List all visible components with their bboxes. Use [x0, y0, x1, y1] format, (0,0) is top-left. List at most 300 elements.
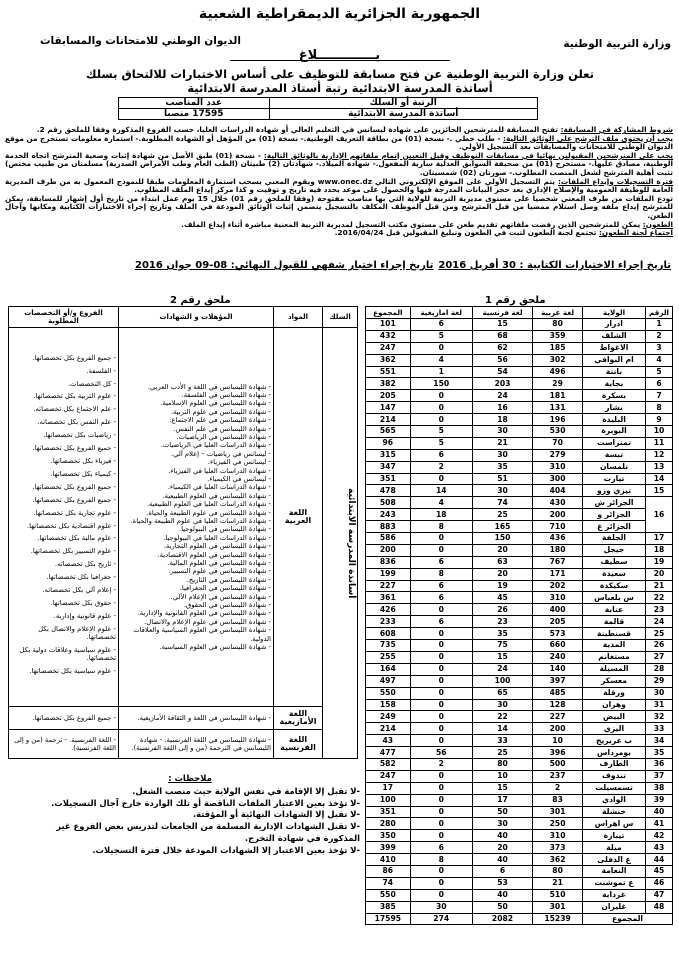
- qualification-item: - شهادة الدراسات العليا في الفيزياء.: [168, 466, 271, 475]
- qualification-item: - شهادة الدراسات العليا في الرياضيات.: [160, 441, 271, 450]
- annex1-cell: 0: [410, 533, 472, 545]
- note-item: -لا تقبل الشهادات الإدارية المسلمة من الجامعات لتدريس بعض الفروع غير المذكورة في شهادة التخرج.: [56, 821, 360, 843]
- annex1-cell: تندوف: [583, 770, 646, 782]
- annex2-subject-arabic: اللغة العربية: [274, 328, 323, 707]
- annex1-cell: 86: [366, 865, 411, 877]
- annex1-cell: 5: [646, 366, 673, 378]
- annex1-cell: 15: [472, 782, 532, 794]
- annex1-cell: 20: [472, 544, 532, 556]
- annex1-cell: 227: [533, 711, 583, 723]
- annex1-row: [366, 628, 673, 640]
- annex1-cell: 80: [472, 758, 532, 770]
- annex1-cell: 385: [366, 901, 411, 913]
- annex1-cell: 5: [410, 437, 472, 449]
- annex1-cell: 2: [410, 758, 472, 770]
- annex1-cell: 21: [472, 437, 532, 449]
- annex2-qualifications-arabic: [119, 328, 274, 707]
- annex1-cell: مستغانم: [583, 651, 646, 663]
- annex1-cell: 0: [410, 877, 472, 889]
- annex2-row-amazigh: [9, 707, 358, 730]
- annex1-cell: 10: [646, 426, 673, 438]
- annex1-cell: 40: [472, 854, 532, 866]
- annex1-cell: 8: [410, 854, 472, 866]
- qualification-item: - شهادة الليسانس في الإعلام الآلي.: [170, 592, 271, 601]
- annex1-cell: 710: [533, 521, 583, 533]
- annex1-col-french: لغة فرنسية: [472, 307, 532, 319]
- qualification-item: - شهادة الليسانس في اللغة و الأدب العربي.: [147, 382, 271, 391]
- announcement-title: بـــــــــــــلاغ: [298, 48, 381, 63]
- branch-item: - جميع الفروع بكل تخصصاتها.: [32, 482, 116, 491]
- annex1-cell: تلمسان: [583, 461, 646, 473]
- annex1-cell: 550: [366, 687, 411, 699]
- annex1-cell: 6: [472, 865, 532, 877]
- annex1-row: [366, 770, 673, 782]
- branch-item: - الفلسفة.: [86, 366, 116, 375]
- summary-posts-header: عدد المناصب: [119, 98, 270, 109]
- qualification-item: - شهادة الليسانس في علوم الإعلام والاتصال.: [144, 617, 271, 626]
- qualification-item: - شهادة الليسانس في علم النفس.: [173, 424, 271, 433]
- qualification-item: - ليسانس في الفيزياء.: [207, 458, 271, 467]
- branch-item: - جغرافيا بكل تخصصاتها.: [46, 573, 116, 582]
- annex1-cell: 240: [533, 651, 583, 663]
- branch-item: - تاريخ بكل تخصصاته.: [54, 560, 116, 569]
- annex1-cell: 25: [472, 747, 532, 759]
- annex1-cell: 0: [410, 699, 472, 711]
- annex1-cell: المدية: [583, 640, 646, 652]
- annex1-cell: الطارف: [583, 758, 646, 770]
- annex1-cell: 247: [366, 770, 411, 782]
- annex1-cell: 310: [533, 592, 583, 604]
- annex1-cell: 565: [366, 426, 411, 438]
- annex1-cell: 0: [410, 675, 472, 687]
- annex1-cell: 33: [472, 735, 532, 747]
- annex1-cell: 171: [533, 568, 583, 580]
- qualification-item: - شهادة الليسانس في علوم التسيير.: [168, 567, 271, 576]
- annex1-row: [366, 378, 673, 390]
- annex1-cell: ميلة: [583, 842, 646, 854]
- annex1-cell: 31: [646, 699, 673, 711]
- annex1-cell: 9: [646, 414, 673, 426]
- annex1-cell: 16: [646, 497, 673, 533]
- annex1-row: [366, 901, 673, 913]
- annex1-row: [366, 366, 673, 378]
- annex1-cell: 42: [646, 830, 673, 842]
- annex1-cell: 362: [366, 354, 411, 366]
- annex1-cell: 227: [366, 580, 411, 592]
- annex1-cell: 4: [410, 497, 472, 509]
- annex1-cell: الشلف: [583, 330, 646, 342]
- annex1-row: [366, 390, 673, 402]
- annex1-cell: 608: [366, 628, 411, 640]
- annex1-row: [366, 747, 673, 759]
- annex1-cell: البويرة: [583, 426, 646, 438]
- annex1-cell: الجلفة: [583, 533, 646, 545]
- annex1-cell: 164: [366, 663, 411, 675]
- annex1-cell: 35: [472, 461, 532, 473]
- annex1-cell: 660: [533, 640, 583, 652]
- annex1-row: [366, 473, 673, 485]
- annex1-cell: 147: [366, 402, 411, 414]
- annex1-total-cell: 274: [410, 913, 472, 925]
- annex1-cell: النعامة: [583, 865, 646, 877]
- annex1-cell: 30: [472, 818, 532, 830]
- annex1-cell: 51: [472, 473, 532, 485]
- annex1-cell: 6: [646, 378, 673, 390]
- annex1-cell: ادرار: [583, 319, 646, 331]
- annex1-cell: 0: [410, 604, 472, 616]
- annex1-cell: 48: [646, 901, 673, 913]
- annex1-cell: الوادي: [583, 794, 646, 806]
- branch-item: - علوم تجارية بكل تخصصاتها.: [33, 508, 116, 517]
- branch-item: - كيمياء بكل تخصصاتها.: [50, 469, 116, 478]
- annex1-cell: 497: [366, 675, 411, 687]
- annex1-row: [366, 782, 673, 794]
- annex1-cell: 410: [366, 854, 411, 866]
- annex1-cell: 30: [472, 426, 532, 438]
- annex1-col-total: المجموع: [366, 307, 411, 319]
- annex1-row: [366, 794, 673, 806]
- annex1-cell: 0: [410, 782, 472, 794]
- annex1-cell: 255: [366, 651, 411, 663]
- headline-line1: تعلن وزارة التربية الوطنية عن فتح مسابقة للتوظيف على أساس الاختبارات للالتحاق بسلك: [86, 67, 594, 81]
- annex1-cell: 196: [533, 414, 583, 426]
- annex1-cell: 40: [646, 806, 673, 818]
- annex1-cell: 530: [533, 426, 583, 438]
- annex1-cell: 0: [410, 711, 472, 723]
- branch-item: - علوم التربية بكل تخصصاتها.: [33, 392, 116, 401]
- qualification-item: - شهادة الليسانس في علم الاجتماع.: [169, 416, 271, 425]
- annex1-cell: باتنة: [583, 366, 646, 378]
- branch-item: - علم النفس بكل تخصصاته.: [37, 418, 116, 427]
- annex1-cell: 74: [366, 877, 411, 889]
- annex1-cell: البليدة: [583, 414, 646, 426]
- annex1-cell: 63: [472, 556, 532, 568]
- annex2-col-branches: الفروع و/أو التخصصات المطلوبة: [9, 307, 119, 328]
- annex1-row: [366, 485, 673, 497]
- annex1-cell: سطيف: [583, 556, 646, 568]
- annex1-cell: قسنطينة: [583, 628, 646, 640]
- annex1-row: [366, 616, 673, 628]
- annex1-cell: 30: [472, 699, 532, 711]
- appeals-label: الطعون:: [642, 219, 673, 229]
- annex1-cell: ع الدفلى: [583, 854, 646, 866]
- annex1-row: [366, 402, 673, 414]
- annex1-cell: 396: [533, 747, 583, 759]
- annex1-cell: 300: [533, 473, 583, 485]
- annex1-cell: 30: [472, 449, 532, 461]
- annex1-cell: 1: [646, 319, 673, 331]
- annex1-cell: 0: [410, 544, 472, 556]
- annex1-cell: 75: [472, 640, 532, 652]
- note-item: -لا تؤخذ بعين الاعتبار الملفات الناقصة أو تلك الواردة خارج آجال التسجيلات.: [51, 797, 360, 808]
- annex1-cell: وهران: [583, 699, 646, 711]
- note-item: -لا تقبل إلا الإقامة في نفس الولاية حيث منصب الشغل.: [132, 785, 360, 796]
- annex1-cell: 13: [646, 461, 673, 473]
- annex1-row: [366, 699, 673, 711]
- annex1-cell: 351: [366, 473, 411, 485]
- annex1-total-cell: 17595: [366, 913, 411, 925]
- conditions-text: [5, 126, 673, 238]
- annex1-row: [366, 604, 673, 616]
- annex1-cell: ورقلة: [583, 687, 646, 699]
- summary-table: [118, 97, 538, 120]
- annex1-cell: الجزائر ش: [583, 497, 646, 509]
- annex1-cell: 399: [366, 842, 411, 854]
- annex1-cell: تسمسيلت: [583, 782, 646, 794]
- annex1-cell: قالمة: [583, 616, 646, 628]
- annex1-cell: 8: [410, 521, 472, 533]
- annex1-row: [366, 449, 673, 461]
- annex1-row: [366, 592, 673, 604]
- annex1-cell: 233: [366, 616, 411, 628]
- annex1-cell: جيجل: [583, 544, 646, 556]
- annex1-cell: 18: [472, 414, 532, 426]
- deposit-body: تودع الملفات من طرف المعني شخصيا على مستوى مديرية التربية للولاية التي بها مناصب مفتوحة (وفقا للملحق رقم 01) خلال 15 يوم عمل ابتداء من تاريخ أول إشهار للمسابقة، يمكن للمترشح إيداع ملفه وصل استلام ممضيا من قبل المترشح ومن قبل الموظف المكلف بالتسجيل يتضمن إثبات الوثائق المودعة في الملف وتاريخ إجراء الاختبارات الكتابية ومكانها وآجال الطعن.: [5, 193, 673, 220]
- annex1-total-cell: 2082: [472, 913, 532, 925]
- annex1-cell: 2: [533, 782, 583, 794]
- annex1-cell: 214: [366, 414, 411, 426]
- annex1-row: [366, 818, 673, 830]
- qualification-item: - شهادة الليسانس في العلوم الطبيعية.: [162, 491, 271, 500]
- annex1-cell: 0: [410, 687, 472, 699]
- annex1-cell: تيبازة: [583, 830, 646, 842]
- annex2-header-row: [9, 307, 358, 328]
- annex1-cell: 34: [646, 735, 673, 747]
- summary-grade-header: الرتبة أو السلك: [269, 98, 538, 109]
- qualification-item: - شهادة الليسانس في الفلسفة.: [181, 390, 271, 399]
- annex1-cell: 6: [410, 556, 472, 568]
- annex1-row: [366, 711, 673, 723]
- annex1-row: [366, 461, 673, 473]
- annex1-cell: 4: [410, 354, 472, 366]
- annex1-cell: 20: [472, 842, 532, 854]
- annex1-cell: 203: [472, 378, 532, 390]
- registration-label: فترة التسجيلات وإيداع الملفات:: [557, 176, 674, 186]
- annex1-cell: 0: [410, 414, 472, 426]
- annex1-cell: 0: [410, 723, 472, 735]
- annex1-cell: س بلعباس: [583, 592, 646, 604]
- annex2-row-french: [9, 730, 358, 759]
- qualification-item: - شهادة الليسانس في العلوم الاقتصادية.: [157, 550, 271, 559]
- annex1-cell: 883: [366, 521, 411, 533]
- annex1-cell: 33: [646, 723, 673, 735]
- annex1-cell: 56: [472, 354, 532, 366]
- annex1-cell: 6: [410, 592, 472, 604]
- annex1-row: [366, 509, 673, 521]
- annex2-branches-arabic: [9, 328, 119, 707]
- annex1-cell: 0: [410, 806, 472, 818]
- annex1-cell: 0: [410, 342, 472, 354]
- annex1-cell: 50: [472, 901, 532, 913]
- annex1-cell: 17: [646, 533, 673, 545]
- annex1-cell: 6: [410, 580, 472, 592]
- annex1-cell: 767: [533, 556, 583, 568]
- annex1-row: [366, 580, 673, 592]
- qualification-item: - شهادة الليسانس في البيولوجيا.: [178, 525, 271, 534]
- annex1-cell: 301: [533, 806, 583, 818]
- annex1-cell: 0: [410, 889, 472, 901]
- annex1-cell: 27: [646, 651, 673, 663]
- annex1-cell: 249: [366, 711, 411, 723]
- annex2-row-arabic: [9, 328, 358, 707]
- branch-item: - جميع الفروع بكل تخصصاتها.: [32, 495, 116, 504]
- annex1-cell: 436: [533, 533, 583, 545]
- final-docs-body: - نسخة (01) طبق الأصل من شهادة إثبات وضعية المترشح اتجاه الخدمة الوطنية، مصادق عليها.- مستخرج (01) من صحيفة السوابق العدلية سارية المفعول.- شهادة الميلاد.- شهادتان (2) طبيتان (الطب العام وطب الأمراض الصدرية) مسلمتان من طبيب مختص) تثبت أهلية المترشح لشغل المنصب المطلوب.- صورتان (02) شمسيتان.: [5, 150, 673, 177]
- annex1-cell: 8: [646, 402, 673, 414]
- annex1-cell: 250: [533, 818, 583, 830]
- annex1-cell: 1: [410, 366, 472, 378]
- annex1-header-row: [366, 307, 673, 319]
- annex1-cell: 0: [410, 663, 472, 675]
- annex1-cell: 43: [646, 842, 673, 854]
- annex1-cell: 158: [366, 699, 411, 711]
- note-item: -لا تؤخذ بعين الاعتبار إلا الشهادات المودعة خلال فترة التسجيلات.: [92, 844, 360, 855]
- branch-item: - حقوق بكل تخصصاتها.: [50, 598, 116, 607]
- annex1-cell: 24: [472, 663, 532, 675]
- qualification-item: - شهادة الليسانس في العلوم السياسية.: [159, 643, 271, 652]
- annex1-cell: 45: [472, 592, 532, 604]
- annex1-cell: 404: [533, 485, 583, 497]
- annex1-cell: تيزي وزو: [583, 485, 646, 497]
- annex1-cell: 17: [366, 782, 411, 794]
- annex1-cell: 0: [410, 473, 472, 485]
- annex1-cell: 426: [366, 604, 411, 616]
- annex1-cell: عنابة: [583, 604, 646, 616]
- annex1-cell: البيض: [583, 711, 646, 723]
- annex1-cell: 128: [533, 699, 583, 711]
- annex1-cell: 351: [366, 806, 411, 818]
- annex1-cell: 199: [366, 568, 411, 580]
- annex1-cell: 14: [646, 473, 673, 485]
- annex2-col-qualifications: المؤهلات و الشهادات: [119, 307, 274, 328]
- annex1-cell: 83: [533, 794, 583, 806]
- annex1-cell: 185: [533, 342, 583, 354]
- annex2-corps-cell: [323, 328, 358, 759]
- annex2-qualification-amazigh: - شهادة الليسانس في اللغة و الثقافة الأمازيغية.: [119, 707, 274, 730]
- annex1-total-cell: 15239: [533, 913, 583, 925]
- annex1-cell: 96: [366, 437, 411, 449]
- annex1-row: [366, 675, 673, 687]
- annex2-qualification-french: - شهادة الليسانس في اللغة الفرنسية. - شهادة الليسانس في الترجمة (من و إلى اللغة الفرنسية).: [119, 730, 274, 759]
- annex1-col-amazigh: لغة امازيغية: [410, 307, 472, 319]
- conditions-body: تفتح المسابقة للمترشحين الحائزين على شهادة ليسانس في التعليم العالي أو شهادة الدراسات العليا، حسب الفروع المذكورة وفقا للملحق رقم 2.: [36, 125, 559, 134]
- annex1-cell: 4: [646, 354, 673, 366]
- annex1-cell: 14: [472, 723, 532, 735]
- annex1-cell: 80: [533, 865, 583, 877]
- annex1-cell: 202: [533, 580, 583, 592]
- annex1-cell: تبسة: [583, 449, 646, 461]
- annex1-cell: 6: [410, 842, 472, 854]
- written-exam-date: تاريخ إجراء الاختبارات الكتابية : 30 أفريل 2016: [438, 260, 671, 271]
- annex1-cell: 496: [533, 366, 583, 378]
- annex2-branch-french: - اللغة الفرنسية. - ترجمة (من و إلى اللغة الفرنسية).: [9, 730, 119, 759]
- branch-item: - علم الاجتماع بكل تخصصاته.: [33, 405, 116, 414]
- annex1-row: [366, 640, 673, 652]
- annex1-cell: 432: [366, 330, 411, 342]
- annex1-row: [366, 806, 673, 818]
- annex1-cell: 30: [410, 901, 472, 913]
- annex1-cell: 302: [533, 354, 583, 366]
- annex1-cell: 22: [646, 592, 673, 604]
- qualification-item: - شهادة الليسانس في الرياضيات.: [176, 432, 271, 441]
- qualification-item: - شهادة الليسانس في العلوم التجارية.: [163, 542, 271, 551]
- annex1-row: [366, 687, 673, 699]
- annex2-subject-amazigh: اللغة الأمازيغية: [274, 707, 323, 730]
- qualification-item: - شهادة الليسانس في العلوم المالية.: [167, 559, 271, 568]
- ministry-name: وزارة التربية الوطنية: [563, 38, 671, 50]
- annex1-cell: 359: [533, 330, 583, 342]
- annex1-total-label: المجموع: [583, 913, 673, 925]
- annex1-cell: 397: [533, 675, 583, 687]
- annex1-cell: 17: [472, 794, 532, 806]
- annex1-cell: 3: [646, 342, 673, 354]
- annex1-cell: معسكر: [583, 675, 646, 687]
- annex1-total-row: [366, 913, 673, 925]
- annex1-cell: تيارت: [583, 473, 646, 485]
- annex1-cell: 0: [410, 794, 472, 806]
- annex1-cell: 101: [366, 319, 411, 331]
- annex1-row: [366, 651, 673, 663]
- annex1-cell: ام البواقي: [583, 354, 646, 366]
- annex1-cell: 12: [646, 449, 673, 461]
- annex1-cell: 26: [472, 604, 532, 616]
- annex1-col-num: الرقم: [646, 307, 673, 319]
- annex1-row: [366, 544, 673, 556]
- annex1-row: [366, 735, 673, 747]
- annex1-cell: 47: [646, 889, 673, 901]
- office-name: الديوان الوطني للامتحانات والمسابقات: [40, 35, 241, 47]
- annex1-cell: 350: [366, 830, 411, 842]
- appeals-body: يمكن للمترشحين الذين رفضت ملفاتهم تقديم طعن على مستوى مكتب التسجيل لمديرية التربية المعنية مباشرة أثناء إيداع الملف.: [181, 219, 641, 229]
- annex2-col-corps: السلك: [323, 307, 358, 328]
- qualification-item: - شهادة الدراسات العليا في علوم الطبيعة والحياة.: [130, 517, 271, 525]
- annex2-col-subject: المواد: [274, 307, 323, 328]
- annex1-cell: سعيدة: [583, 568, 646, 580]
- annex1-cell: 41: [646, 818, 673, 830]
- annex1-cell: 15: [646, 485, 673, 497]
- annex1-cell: 0: [410, 628, 472, 640]
- summary-grade-value: أساتذة المدرسة الابتدائية: [269, 109, 538, 120]
- annex1-row: [366, 521, 673, 533]
- republic-header: الجمهورية الجزائرية الديمقراطية الشعبية: [198, 6, 481, 22]
- annex1-row: [366, 426, 673, 438]
- annex1-row: [366, 437, 673, 449]
- annex1-cell: بجاية: [583, 378, 646, 390]
- annex2-subject-french: اللغة الفرنسية: [274, 730, 323, 759]
- branch-item: - جميع الفروع بكل تخصصاتها.: [32, 444, 116, 453]
- annex1-cell: 0: [410, 830, 472, 842]
- annex1-cell: 279: [533, 449, 583, 461]
- annex1-cell: 20: [646, 568, 673, 580]
- annex1-cell: 19: [646, 556, 673, 568]
- annex1-cell: 28: [646, 663, 673, 675]
- annex1-cell: الاغواط: [583, 342, 646, 354]
- annex1-cell: 243: [366, 509, 411, 521]
- annex1-cell: 2: [646, 330, 673, 342]
- annex1-row: [366, 342, 673, 354]
- qualification-item: - ليسانس في رياضيات – إعلام آلي.: [170, 449, 271, 458]
- annex1-cell: 32: [646, 711, 673, 723]
- annex1-cell: 30: [472, 485, 532, 497]
- annex1-cell: 21: [646, 580, 673, 592]
- annex1-cell: 510: [533, 889, 583, 901]
- annex1-row: [366, 330, 673, 342]
- annex1-cell: 62: [472, 342, 532, 354]
- annex1-cell: 20: [472, 568, 532, 580]
- conditions-label: شروط المشاركة في المسابقة:: [560, 125, 673, 134]
- annex1-cell: 237: [533, 770, 583, 782]
- annex1-cell: 131: [533, 402, 583, 414]
